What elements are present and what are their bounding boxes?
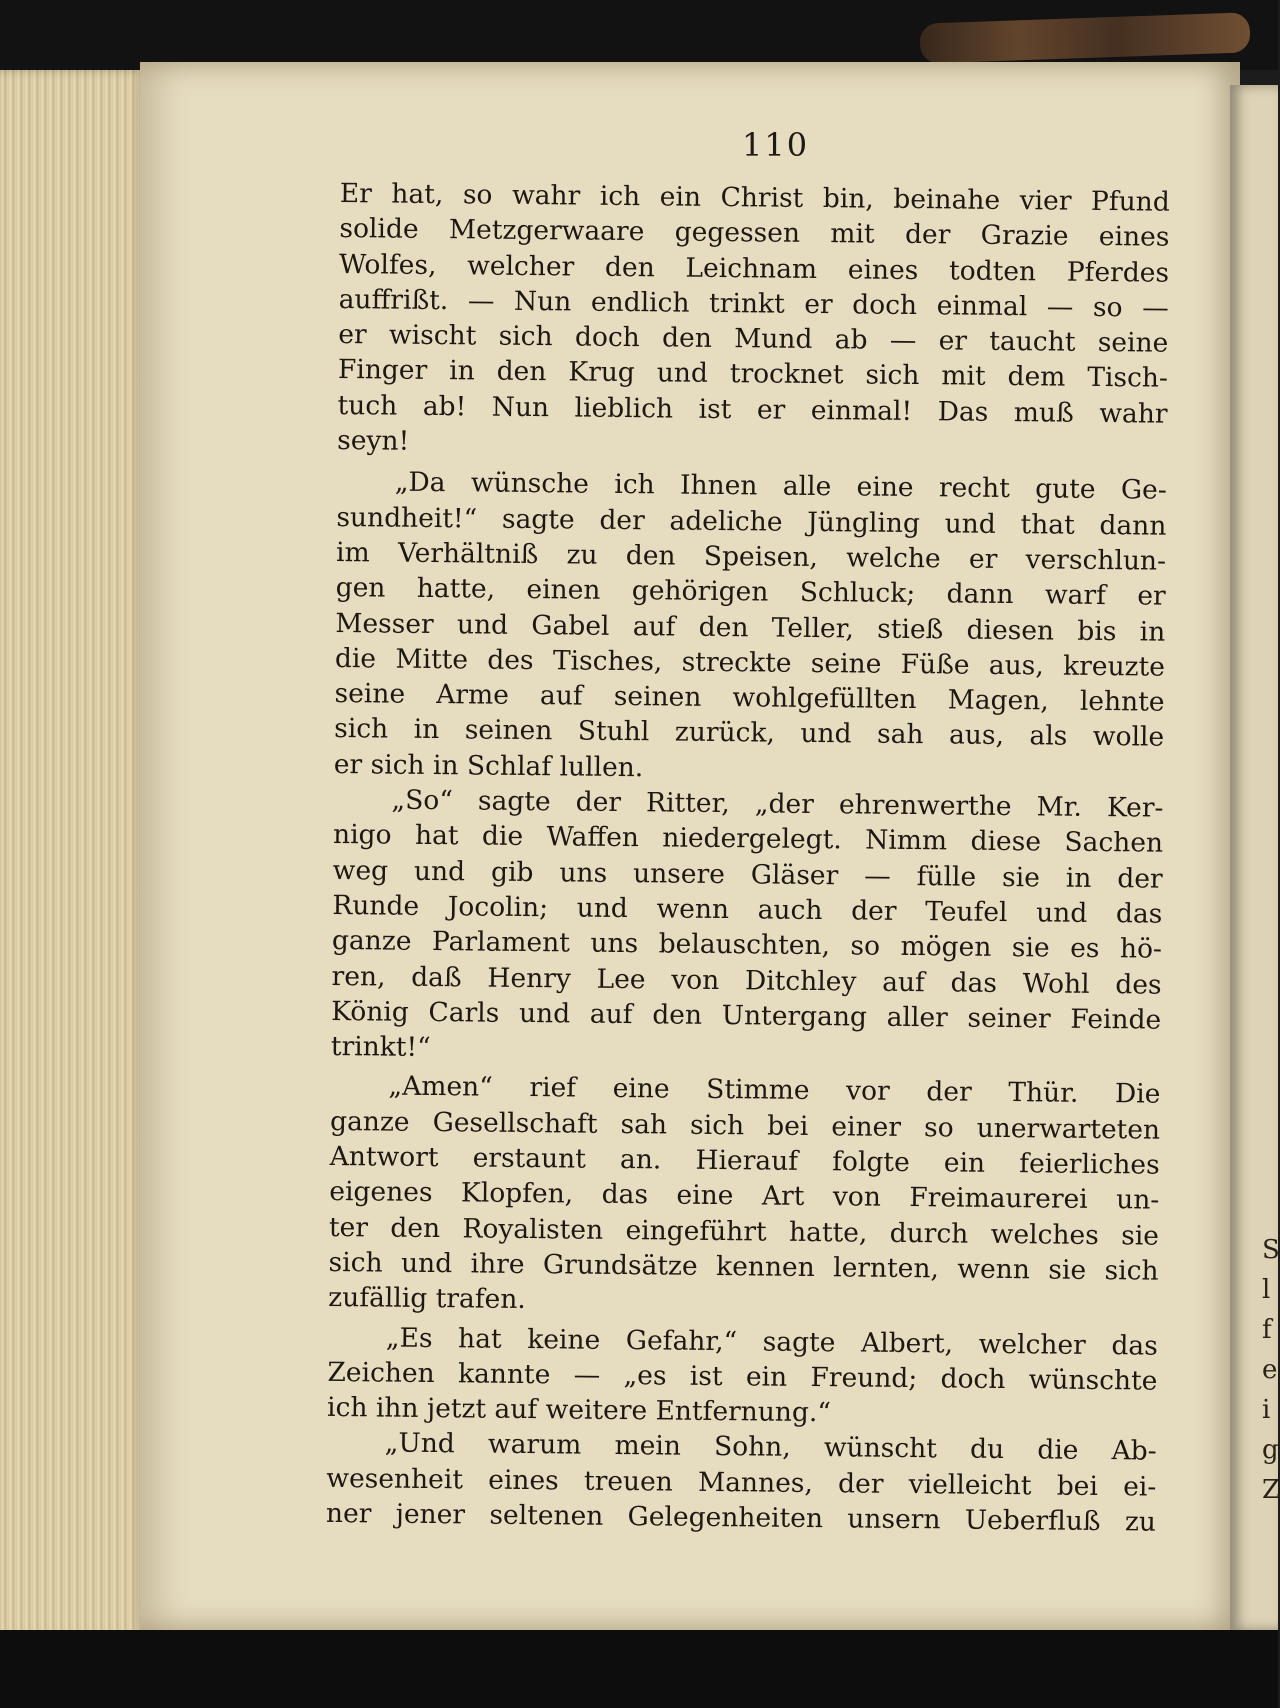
text-line: sich in seinen Stuhl zurück, und sah aus, als wolle <box>334 713 1165 754</box>
edge-glyph: f <box>1262 1315 1272 1345</box>
text-line: „Amen“ rief eine Stimme vor der Thür. Die <box>388 1070 1161 1111</box>
page-number: 110 <box>742 126 810 164</box>
paragraph <box>326 1425 1157 1540</box>
text-line: trinkt!“ <box>330 1031 431 1064</box>
text-line: Er hat, so wahr ich ein Christ bin, beinahe vier Pfund <box>339 177 1170 218</box>
text-line: weg und gib uns unsere Gläser — fülle sie in der <box>332 854 1163 895</box>
text-line: „Und warum mein Sohn, wünscht du die Ab- <box>384 1427 1157 1468</box>
text-line: „Da wünsche ich Ihnen alle eine recht gute Ge- <box>394 466 1167 507</box>
text-line: Wolfes, welcher den Leichnam eines todten Pferdes <box>338 248 1170 289</box>
text-line: seyn! <box>337 425 410 457</box>
text-line: Runde Jocolin; und wenn auch der Teufel und das <box>332 889 1163 930</box>
text-line: er sich in Schlaf lullen. <box>333 748 644 783</box>
edge-glyph: S <box>1262 1235 1280 1265</box>
paragraph <box>334 464 1167 790</box>
text-line: ganze Parlament uns belauschten, so mögen sie es hö- <box>331 925 1163 965</box>
body-text <box>326 176 1170 1540</box>
text-line: wesenheit eines treuen Mannes, der vielleicht bei ei- <box>326 1462 1157 1503</box>
edge-glyph: e <box>1262 1355 1278 1385</box>
text-line: sundheit!“ sagte der adeliche Jüngling und that dann <box>336 501 1167 542</box>
stacked-page-edges <box>0 70 145 1640</box>
text-line: ganze Gesellschaft sah sich bei einer so unerwarteten <box>329 1105 1161 1146</box>
paragraph <box>328 1068 1161 1324</box>
text-line: eigenes Klopfen, das eine Art von Freimaurerei un- <box>329 1176 1160 1216</box>
dark-background-bottom <box>0 1630 1278 1708</box>
edge-glyph: i <box>1262 1395 1271 1425</box>
edge-glyph: g <box>1262 1435 1279 1465</box>
edge-glyph: Z <box>1262 1475 1280 1505</box>
text-line: Antwort erstaunt an. Hierauf folgte ein feierliches <box>329 1140 1160 1181</box>
text-line: Zeichen kannte — „es ist ein Freund; doch wünschte <box>327 1356 1158 1397</box>
edge-glyph: l <box>1262 1275 1271 1305</box>
text-line: tuch ab! Nun lieblich ist er einmal! Das muß wahr <box>337 389 1168 430</box>
text-line: nigo hat die Waffen niedergelegt. Nimm diese Sachen <box>332 819 1164 859</box>
text-line: Messer und Gabel auf den Teller, stieß diesen bis in <box>335 607 1166 648</box>
text-line: ter den Royalisten eingeführt hatte, durch welches sie <box>328 1211 1160 1252</box>
text-line: auffrißt. — Nun endlich trinkt er doch einmal — so — <box>338 283 1169 324</box>
text-line: gen hatte, einen gehörigen Schluck; dann warf er <box>335 572 1166 612</box>
text-line: seine Arme auf seinen wohlgefüllten Magen, lehnte <box>334 678 1165 718</box>
text-line: „Es hat keine Gefahr,“ sagte Albert, welcher das <box>385 1322 1158 1362</box>
paragraph <box>337 176 1170 467</box>
paragraph <box>331 782 1164 1073</box>
text-line: ren, daß Henry Lee von Ditchley auf das Wohl des <box>331 960 1162 1001</box>
paragraph <box>327 1319 1158 1434</box>
text-line: solide Metzgerwaare gegessen mit der Grazie eines <box>339 213 1170 253</box>
text-line: „So“ sagte der Ritter, „der ehrenwerthe Mr. Ker- <box>391 784 1164 824</box>
text-line: König Carls und auf den Untergang aller seiner Feinde <box>331 995 1162 1036</box>
text-line: er wischt sich doch den Mund ab — er taucht seine <box>338 319 1169 359</box>
text-line: im Verhältniß zu den Speisen, welche er verschlun- <box>335 536 1167 577</box>
text-line: sich und ihre Grundsätze kennen lernten, wenn sie sich <box>328 1246 1159 1287</box>
text-line: ich ihn jetzt auf weitere Entfernung.“ <box>326 1392 832 1429</box>
text-line: die Mitte des Tisches, streckte seine Füße aus, kreuzte <box>334 642 1166 683</box>
adjacent-page-glyphs <box>1262 1230 1278 1510</box>
text-line: Finger in den Krug und trocknet sich mit dem Tisch- <box>337 354 1169 395</box>
text-line: ner jener seltenen Gelegenheiten unsern Ueberfluß zu <box>325 1497 1157 1538</box>
text-line: zufällig trafen. <box>328 1282 526 1316</box>
